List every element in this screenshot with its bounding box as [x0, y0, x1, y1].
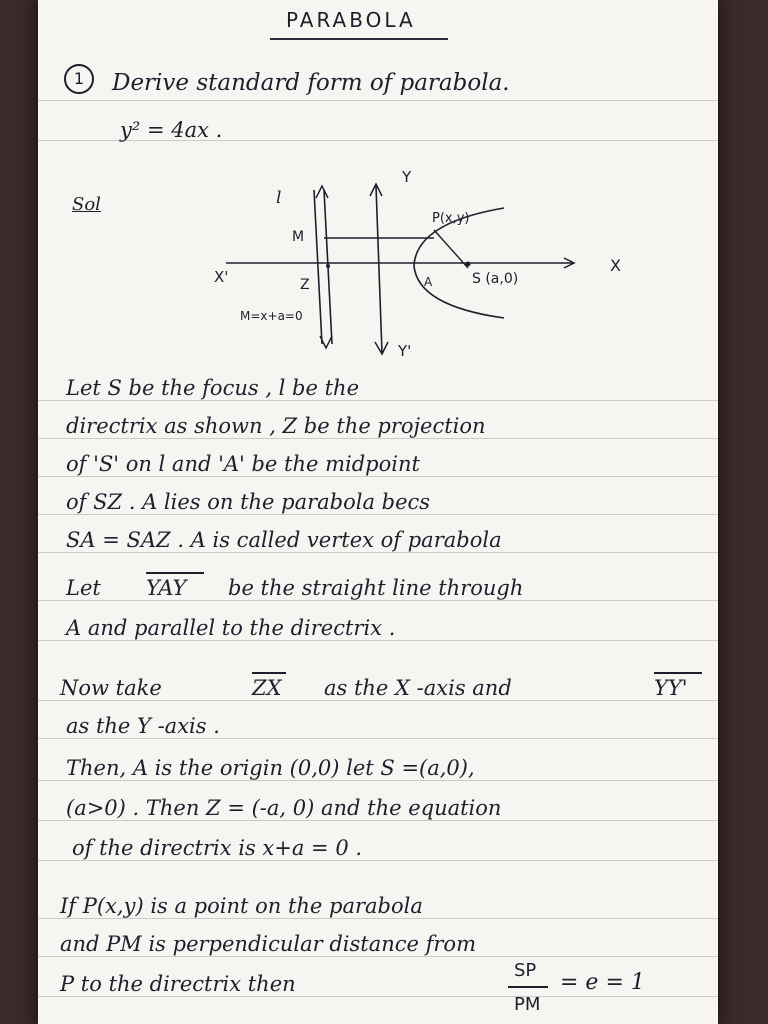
focus-point: [466, 262, 471, 267]
para1-line5: SA = SAZ . A is called vertex of parabola: [66, 528, 502, 552]
y-axis: [376, 186, 382, 353]
para4-line3: of the directrix is x+a = 0 .: [72, 836, 363, 860]
para3-line2: as the Y -axis .: [66, 714, 220, 738]
label-y-prime: Y': [398, 342, 412, 360]
parabola-diagram: [166, 168, 626, 382]
label-x: X: [610, 256, 621, 275]
fraction-bar: [508, 986, 548, 988]
para2-line1-end: be the straight line through: [228, 576, 524, 600]
notebook-page: [38, 0, 718, 1024]
directrix-line-1: [314, 190, 322, 344]
para5-line1: If P(x,y) is a point on the parabola: [60, 894, 423, 918]
para4-line1: Then, A is the origin (0,0) let S =(a,0),: [66, 756, 475, 780]
para2-line1-start: Let: [66, 576, 101, 600]
directrix-arrow-up-icon: [316, 186, 328, 198]
para3-line1-mid: as the X -axis and: [324, 676, 512, 700]
para1-line4: of SZ . A lies on the parabola becs: [66, 490, 431, 514]
label-a: A: [424, 275, 433, 289]
point-z: [326, 264, 330, 268]
para1-line1: Let S be the focus , l be the: [66, 376, 359, 400]
para2-line2: A and parallel to the directrix .: [66, 616, 396, 640]
label-s: S (a,0): [472, 271, 519, 287]
label-directrix-equation: M=x+a=0: [240, 309, 303, 323]
page-title: PARABOLA: [286, 8, 416, 32]
yy-overlined: YY': [654, 676, 688, 700]
fraction-numerator: SP: [514, 960, 537, 981]
label-l: l: [276, 188, 282, 208]
para5-line2: and PM is perpendicular distance from: [60, 932, 476, 956]
zx-overline: [252, 672, 286, 674]
label-p: P(x,y): [432, 211, 470, 226]
title-underline: [270, 38, 448, 40]
diagram-svg: [166, 168, 626, 378]
label-x-prime: X': [214, 268, 229, 286]
para1-line3: of 'S' on l and 'A' be the midpoint: [66, 452, 420, 476]
yay-overline: [146, 572, 204, 574]
fraction-denominator: PM: [514, 994, 541, 1015]
para1-line2: directrix as shown , Z be the projection: [66, 414, 486, 438]
solution-label: Sol: [72, 194, 101, 215]
label-y: Y: [402, 168, 412, 186]
yy-overline: [654, 672, 702, 674]
zx-overlined: ZX: [252, 676, 282, 700]
label-m: M: [292, 229, 305, 245]
yay-overlined: YAY: [146, 576, 187, 600]
para5-line3: P to the directrix then: [60, 972, 296, 996]
question-number: 1: [64, 64, 94, 94]
standard-form-equation: y² = 4ax .: [120, 118, 223, 142]
question-text: Derive standard form of parabola.: [112, 70, 510, 96]
label-z: Z: [300, 277, 310, 293]
para4-line2: (a>0) . Then Z = (-a, 0) and the equation: [66, 796, 502, 820]
eccentricity-equation: = e = 1: [560, 970, 645, 995]
para3-line1-start: Now take: [60, 676, 162, 700]
